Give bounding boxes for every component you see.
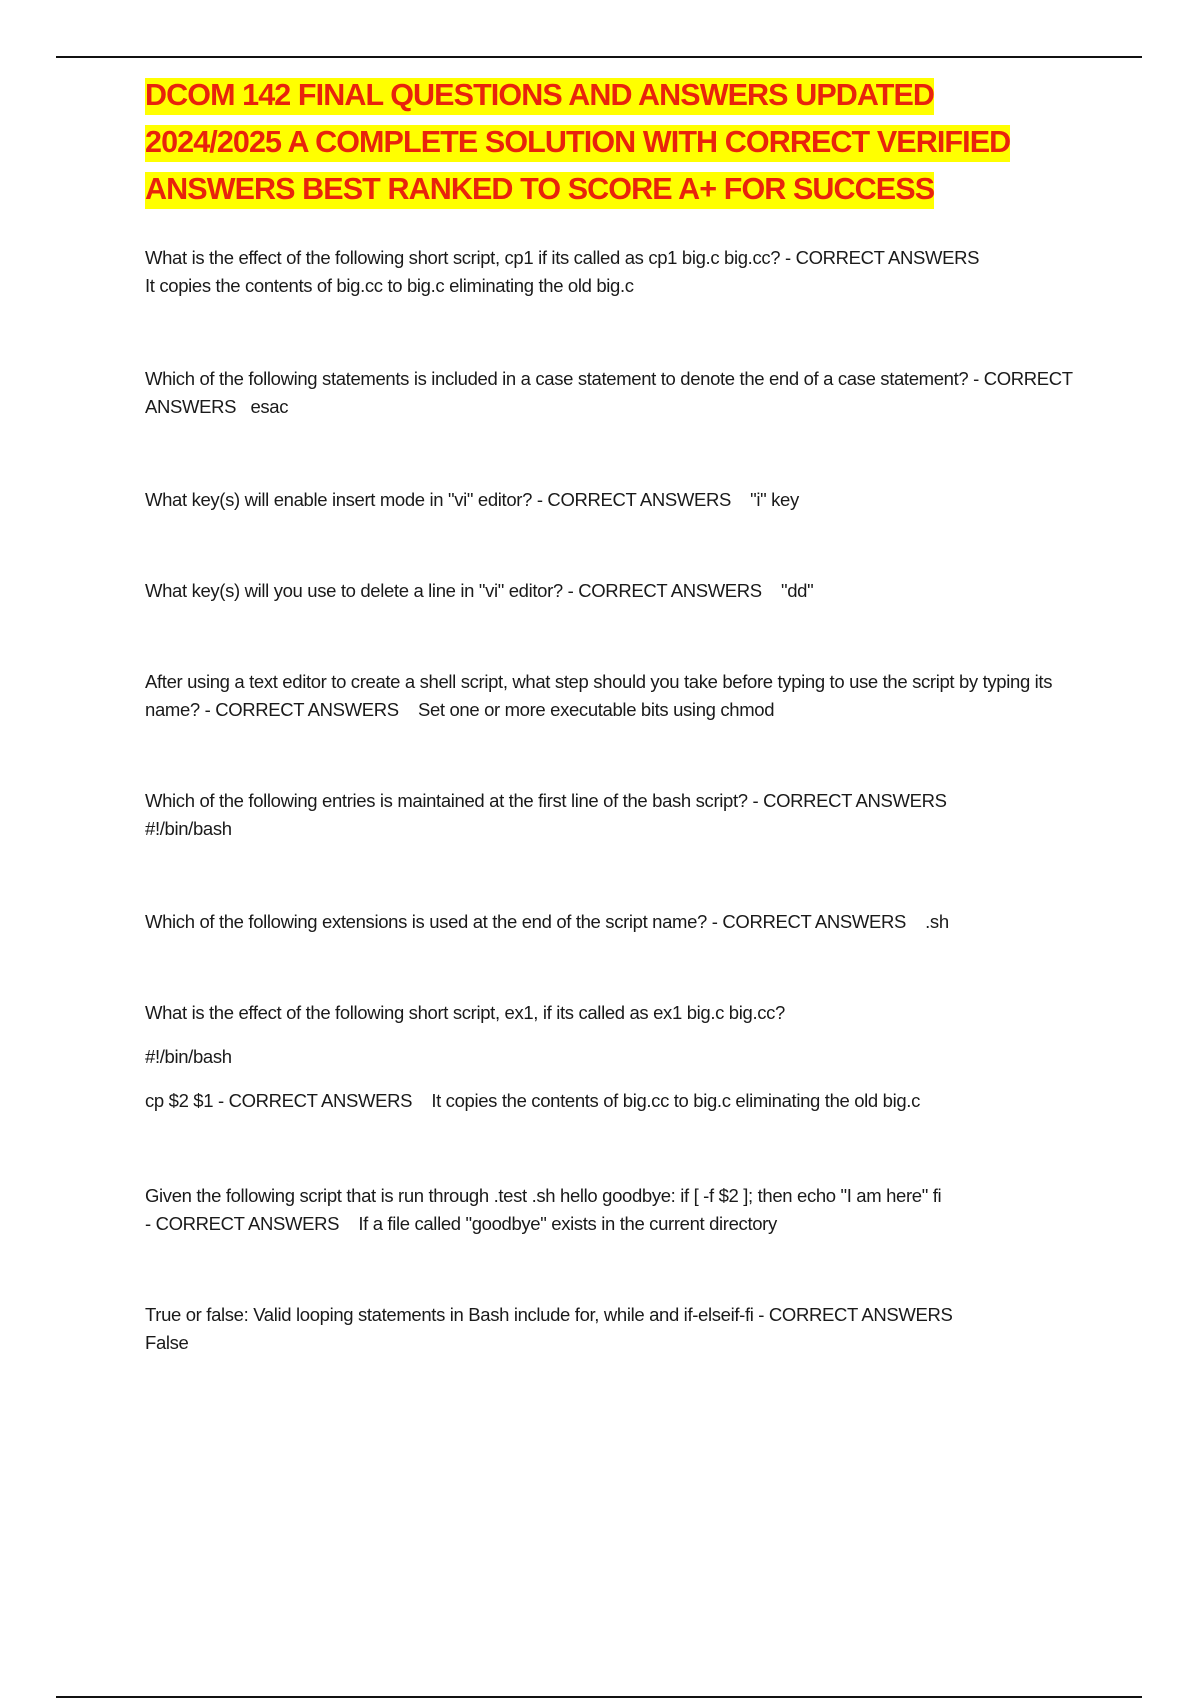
qa-text — [145, 908, 1105, 936]
question-text: Which of the following statements is included in a case statement to denote the end of a case statement? — [145, 368, 969, 389]
question-text: Given the following script that is run through .test .sh hello goodbye: if [ -f $2 ]; then echo "I am here" fi — [145, 1185, 942, 1206]
bottom-horizontal-rule — [56, 1696, 1142, 1698]
answer-marker: - CORRECT ANSWERS — [536, 489, 731, 510]
answer-marker: - CORRECT ANSWERS — [752, 790, 947, 811]
question-text: What is the effect of the following short script, ex1, if its called as ex1 big.c big.cc? — [145, 1002, 785, 1023]
question-text: True or false: Valid looping statements in Bash include for, while and if-elseif-fi — [145, 1304, 754, 1325]
qa-text — [145, 1301, 1105, 1357]
qa-item — [145, 787, 1105, 843]
question-text: What key(s) will you use to delete a line in "vi" editor? — [145, 580, 563, 601]
answer-marker: - CORRECT ANSWERS — [145, 368, 1073, 417]
title-line-2: 2024/2025 A COMPLETE SOLUTION WITH CORRECT VERIFIED — [145, 125, 1010, 162]
answer-text: It copies the contents of big.cc to big.c eliminating the old big.c — [145, 275, 634, 296]
qa-item — [145, 244, 1105, 300]
answer-marker: - CORRECT ANSWERS — [758, 1304, 953, 1325]
answer-text: False — [145, 1332, 189, 1353]
code-line: cp $2 $1 — [145, 1090, 214, 1111]
qa-text — [145, 787, 1105, 843]
qa-item — [145, 908, 1105, 936]
document-title — [145, 72, 1105, 213]
code-line: #!/bin/bash — [145, 1046, 232, 1067]
answer-text: #!/bin/bash — [145, 818, 232, 839]
qa-item — [145, 668, 1105, 724]
question-text: Which of the following entries is maintained at the first line of the bash script? — [145, 790, 748, 811]
answer-text: .sh — [925, 911, 949, 932]
qa-item — [145, 1182, 1105, 1238]
qa-text — [145, 365, 1105, 421]
qa-text — [145, 1087, 1105, 1115]
qa-text — [145, 1182, 1105, 1238]
answer-text: esac — [250, 396, 289, 417]
answer-text: If a file called "goodbye" exists in the current directory — [358, 1213, 777, 1234]
answer-marker: - CORRECT ANSWERS — [204, 699, 399, 720]
answer-text: It copies the contents of big.cc to big.c eliminating the old big.c — [431, 1090, 920, 1111]
answer-text: "i" key — [750, 489, 799, 510]
answer-marker: - CORRECT ANSWERS — [217, 1090, 413, 1111]
qa-text — [145, 577, 1105, 605]
answer-text: "dd" — [780, 580, 814, 601]
title-line-1: DCOM 142 FINAL QUESTIONS AND ANSWERS UPDATED — [145, 78, 934, 115]
qa-text — [145, 244, 1105, 300]
qa-text — [145, 668, 1105, 724]
top-horizontal-rule — [56, 56, 1142, 58]
question-text: After using a text editor to create a shell script, what step should you take before typing to use the script by typing its name? — [145, 671, 1053, 720]
question-text: What is the effect of the following short script, cp1 if its called as cp1 big.c big.cc? — [145, 247, 781, 268]
qa-text — [145, 486, 1105, 514]
question-text: Which of the following extensions is used at the end of the script name? — [145, 911, 707, 932]
qa-item — [145, 999, 1105, 1115]
qa-item — [145, 365, 1105, 421]
answer-marker: - CORRECT ANSWERS — [567, 580, 762, 601]
answer-text: Set one or more executable bits using chmod — [417, 699, 775, 720]
qa-item — [145, 486, 1105, 514]
qa-item — [145, 1301, 1105, 1357]
title-line-3: ANSWERS BEST RANKED TO SCORE A+ FOR SUCCESS — [145, 172, 934, 209]
answer-marker: - CORRECT ANSWERS — [711, 911, 906, 932]
answer-marker: - CORRECT ANSWERS — [784, 247, 980, 268]
qa-item — [145, 577, 1105, 605]
question-text: What key(s) will enable insert mode in "vi" editor? — [145, 489, 533, 510]
answer-marker: - CORRECT ANSWERS — [145, 1213, 340, 1234]
